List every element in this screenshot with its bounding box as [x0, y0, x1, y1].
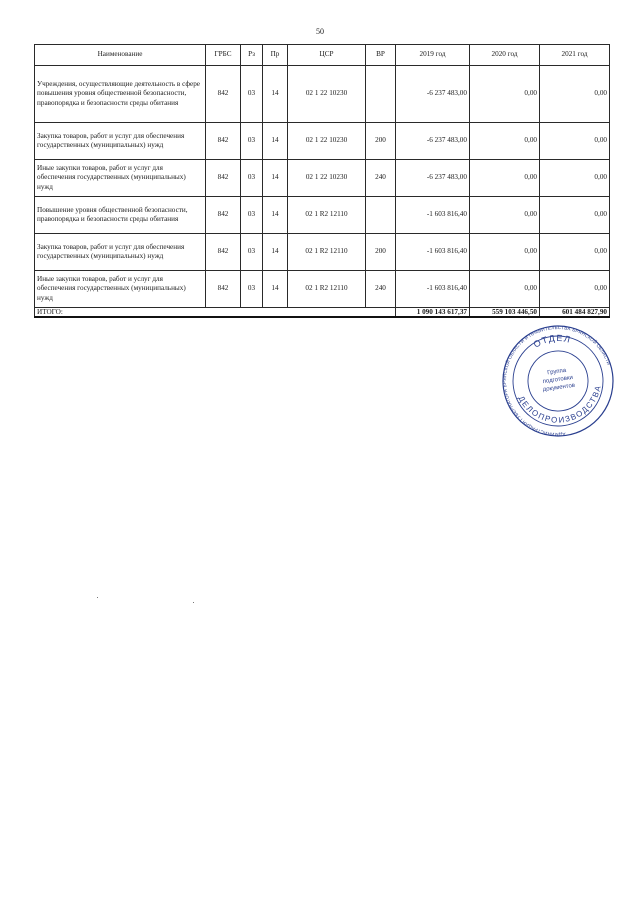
- stamp-middle-bottom: ДЕЛОПРОИЗВОДСТВА: [516, 384, 603, 425]
- cell-2019: -6 237 483,00: [396, 123, 470, 160]
- budget-table: [34, 44, 610, 318]
- cell-pr: 14: [263, 123, 288, 160]
- cell-grbs: 842: [206, 234, 241, 271]
- stamp-center-line: документов: [542, 382, 576, 394]
- header-pr: Пр: [263, 45, 288, 66]
- table-row: [35, 271, 610, 308]
- cell-grbs: 842: [206, 123, 241, 160]
- table-header-row: [35, 45, 610, 66]
- cell-rz: 03: [241, 234, 263, 271]
- table-row: [35, 66, 610, 123]
- table-row: [35, 234, 610, 271]
- cell-grbs: 842: [206, 66, 241, 123]
- header-2021: 2021 год: [540, 45, 610, 66]
- total-2021: 601 484 827,90: [540, 308, 610, 318]
- cell-vr: [366, 197, 396, 234]
- cell-rz: 03: [241, 160, 263, 197]
- cell-grbs: 842: [206, 271, 241, 308]
- header-csr: ЦСР: [288, 45, 366, 66]
- stamp-outer-text: АДМИНИСТРАЦИЯ ГУБЕРНАТОРА БРЯНСКОЙ ОБЛАСТИ И ПРАВИТЕЛЬСТВА БРЯНСКОЙ ОБЛАСТИ: [502, 324, 612, 438]
- stamp-center-line: подготовки: [542, 374, 574, 386]
- cell-grbs: 842: [206, 160, 241, 197]
- cell-name: Повышение уровня общественной безопасности, правопорядка и безопасности среды обитания: [35, 197, 206, 234]
- header-name: Наименование: [35, 45, 206, 66]
- cell-rz: 03: [241, 271, 263, 308]
- cell-rz: 03: [241, 197, 263, 234]
- cell-name: Закупка товаров, работ и услуг для обеспечения государственных (муниципальных) нужд: [35, 234, 206, 271]
- cell-pr: 14: [263, 234, 288, 271]
- cell-rz: 03: [241, 66, 263, 123]
- total-2019: 1 090 143 617,37: [396, 308, 470, 318]
- cell-pr: 14: [263, 160, 288, 197]
- cell-2020: 0,00: [470, 160, 540, 197]
- cell-csr: 02 1 R2 12110: [288, 271, 366, 308]
- office-seal-stamp: [502, 313, 614, 441]
- cell-2019: -1 603 816,40: [396, 197, 470, 234]
- table-row: [35, 123, 610, 160]
- cell-2019: -1 603 816,40: [396, 234, 470, 271]
- header-2019: 2019 год: [396, 45, 470, 66]
- cell-vr: [366, 66, 396, 123]
- total-2020: 559 103 446,50: [470, 308, 540, 318]
- cell-vr: 200: [366, 123, 396, 160]
- header-2020: 2020 год: [470, 45, 540, 66]
- cell-name: Закупка товаров, работ и услуг для обеспечения государственных (муниципальных) нужд: [35, 123, 206, 160]
- cell-csr: 02 1 R2 12110: [288, 234, 366, 271]
- cell-2019: -6 237 483,00: [396, 66, 470, 123]
- cell-csr: 02 1 22 10230: [288, 123, 366, 160]
- cell-2021: 0,00: [540, 234, 610, 271]
- header-rz: Рз: [241, 45, 263, 66]
- cell-grbs: 842: [206, 197, 241, 234]
- cell-2021: 0,00: [540, 197, 610, 234]
- cell-2020: 0,00: [470, 234, 540, 271]
- cell-csr: 02 1 22 10230: [288, 66, 366, 123]
- cell-2021: 0,00: [540, 66, 610, 123]
- cell-pr: 14: [263, 271, 288, 308]
- scan-speck: [97, 597, 98, 598]
- scan-speck: [193, 602, 194, 603]
- cell-2019: -1 603 816,40: [396, 271, 470, 308]
- cell-name: Иные закупки товаров, работ и услуг для обеспечения государственных (муниципальных) нужд: [35, 271, 206, 308]
- cell-csr: 02 1 22 10230: [288, 160, 366, 197]
- cell-pr: 14: [263, 197, 288, 234]
- cell-2020: 0,00: [470, 66, 540, 123]
- table-row: [35, 197, 610, 234]
- header-vr: ВР: [366, 45, 396, 66]
- cell-2021: 0,00: [540, 160, 610, 197]
- stamp-center-line: Группа: [546, 367, 567, 377]
- cell-vr: 200: [366, 234, 396, 271]
- cell-rz: 03: [241, 123, 263, 160]
- cell-pr: 14: [263, 66, 288, 123]
- page-number: 50: [316, 27, 324, 36]
- cell-2020: 0,00: [470, 197, 540, 234]
- cell-vr: 240: [366, 160, 396, 197]
- cell-2019: -6 237 483,00: [396, 160, 470, 197]
- total-label: ИТОГО:: [35, 308, 396, 318]
- cell-csr: 02 1 R2 12110: [288, 197, 366, 234]
- cell-name: Учреждения, осуществляющие деятельность в сфере повышения уровня общественной безопасности, правопорядка и безопасности среды обитания: [35, 66, 206, 123]
- cell-2020: 0,00: [470, 271, 540, 308]
- cell-2020: 0,00: [470, 123, 540, 160]
- header-grbs: ГРБС: [206, 45, 241, 66]
- cell-2021: 0,00: [540, 123, 610, 160]
- cell-2021: 0,00: [540, 271, 610, 308]
- cell-vr: 240: [366, 271, 396, 308]
- cell-name: Иные закупки товаров, работ и услуг для обеспечения государственных (муниципальных) нужд: [35, 160, 206, 197]
- table-row: [35, 160, 610, 197]
- stamp-middle-top: ОТДЕЛ: [531, 332, 573, 350]
